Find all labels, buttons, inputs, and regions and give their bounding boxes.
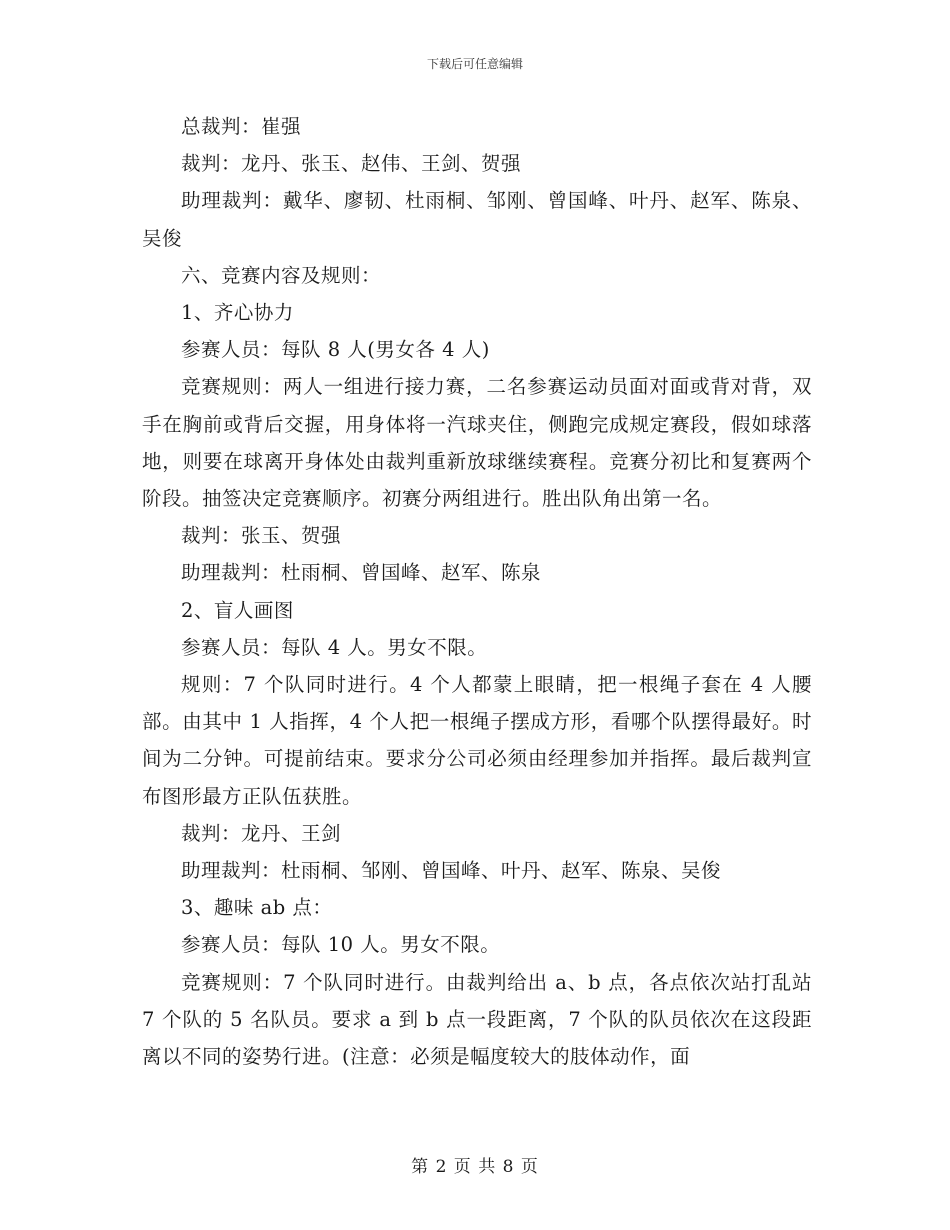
event-1-participants: 参赛人员：每队 8 人(男女各 4 人) <box>181 338 490 362</box>
page-footer: 第 2 页 共 8 页 <box>411 1157 539 1177</box>
event-2-referees: 裁判：龙丹、王剑 <box>181 821 342 845</box>
section-heading-rules: 六、竞赛内容及规则： <box>181 263 382 287</box>
event-1-title: 1、齐心协力 <box>181 301 294 325</box>
event-3-title: 3、趣味 ab 点： <box>181 896 333 920</box>
event-1-referees: 裁判：张玉、贺强 <box>181 524 342 548</box>
event-3-participants: 参赛人员：每队 10 人。男女不限。 <box>181 933 501 957</box>
event-3-rules: 竞赛规则：7 个队同时进行。由裁判给出 a、b 点，各点依次站打乱站 7 个队的 5 名队员。要求 a 到 b 点一段距离，7 个队的队员依次在这段距离以不同的姿势行进。(注意：必须是幅度较大的肢体动作，面 <box>142 970 812 1069</box>
event-2-title: 2、盲人画图 <box>181 598 294 622</box>
event-2-assistant-referees: 助理裁判：杜雨桐、邹刚、曾国峰、叶丹、赵军、陈泉、吴俊 <box>181 859 722 883</box>
referees-line: 裁判：龙丹、张玉、赵伟、王剑、贺强 <box>181 152 522 176</box>
assistant-referees-line: 助理裁判：戴华、廖韧、杜雨桐、邹刚、曾国峰、叶丹、赵军、陈泉、吴俊 <box>142 189 812 250</box>
event-1-rules: 竞赛规则：两人一组进行接力赛，二名参赛运动员面对面或背对背，双手在胸前或背后交握，用身体将一汽球夹住，侧跑完成规定赛段，假如球落地，则要在球离开身体处由裁判重新放球继续赛程。竞赛分初比和复赛两个阶段。抽签决定竞赛顺序。初赛分两组进行。胜出队角出第一名。 <box>142 375 812 511</box>
chief-referee-line: 总裁判：崔强 <box>181 115 302 138</box>
event-1-assistant-referees: 助理裁判：杜雨桐、曾国峰、赵军、陈泉 <box>181 561 542 585</box>
page-header: 下载后可任意编辑 <box>426 57 523 71</box>
document-body <box>142 108 812 1075</box>
event-2-participants: 参赛人员：每队 4 人。男女不限。 <box>181 635 488 659</box>
event-2-rules: 规则：7 个队同时进行。4 个人都蒙上眼睛，把一根绳子套在 4 人腰部。由其中 1 人指挥，4 个人把一根绳子摆成方形，看哪个队摆得最好。时间为二分钟。可提前结束。要求分公司必须由经理参加并指挥。最后裁判宣布图形最方正队伍获胜。 <box>142 673 812 808</box>
